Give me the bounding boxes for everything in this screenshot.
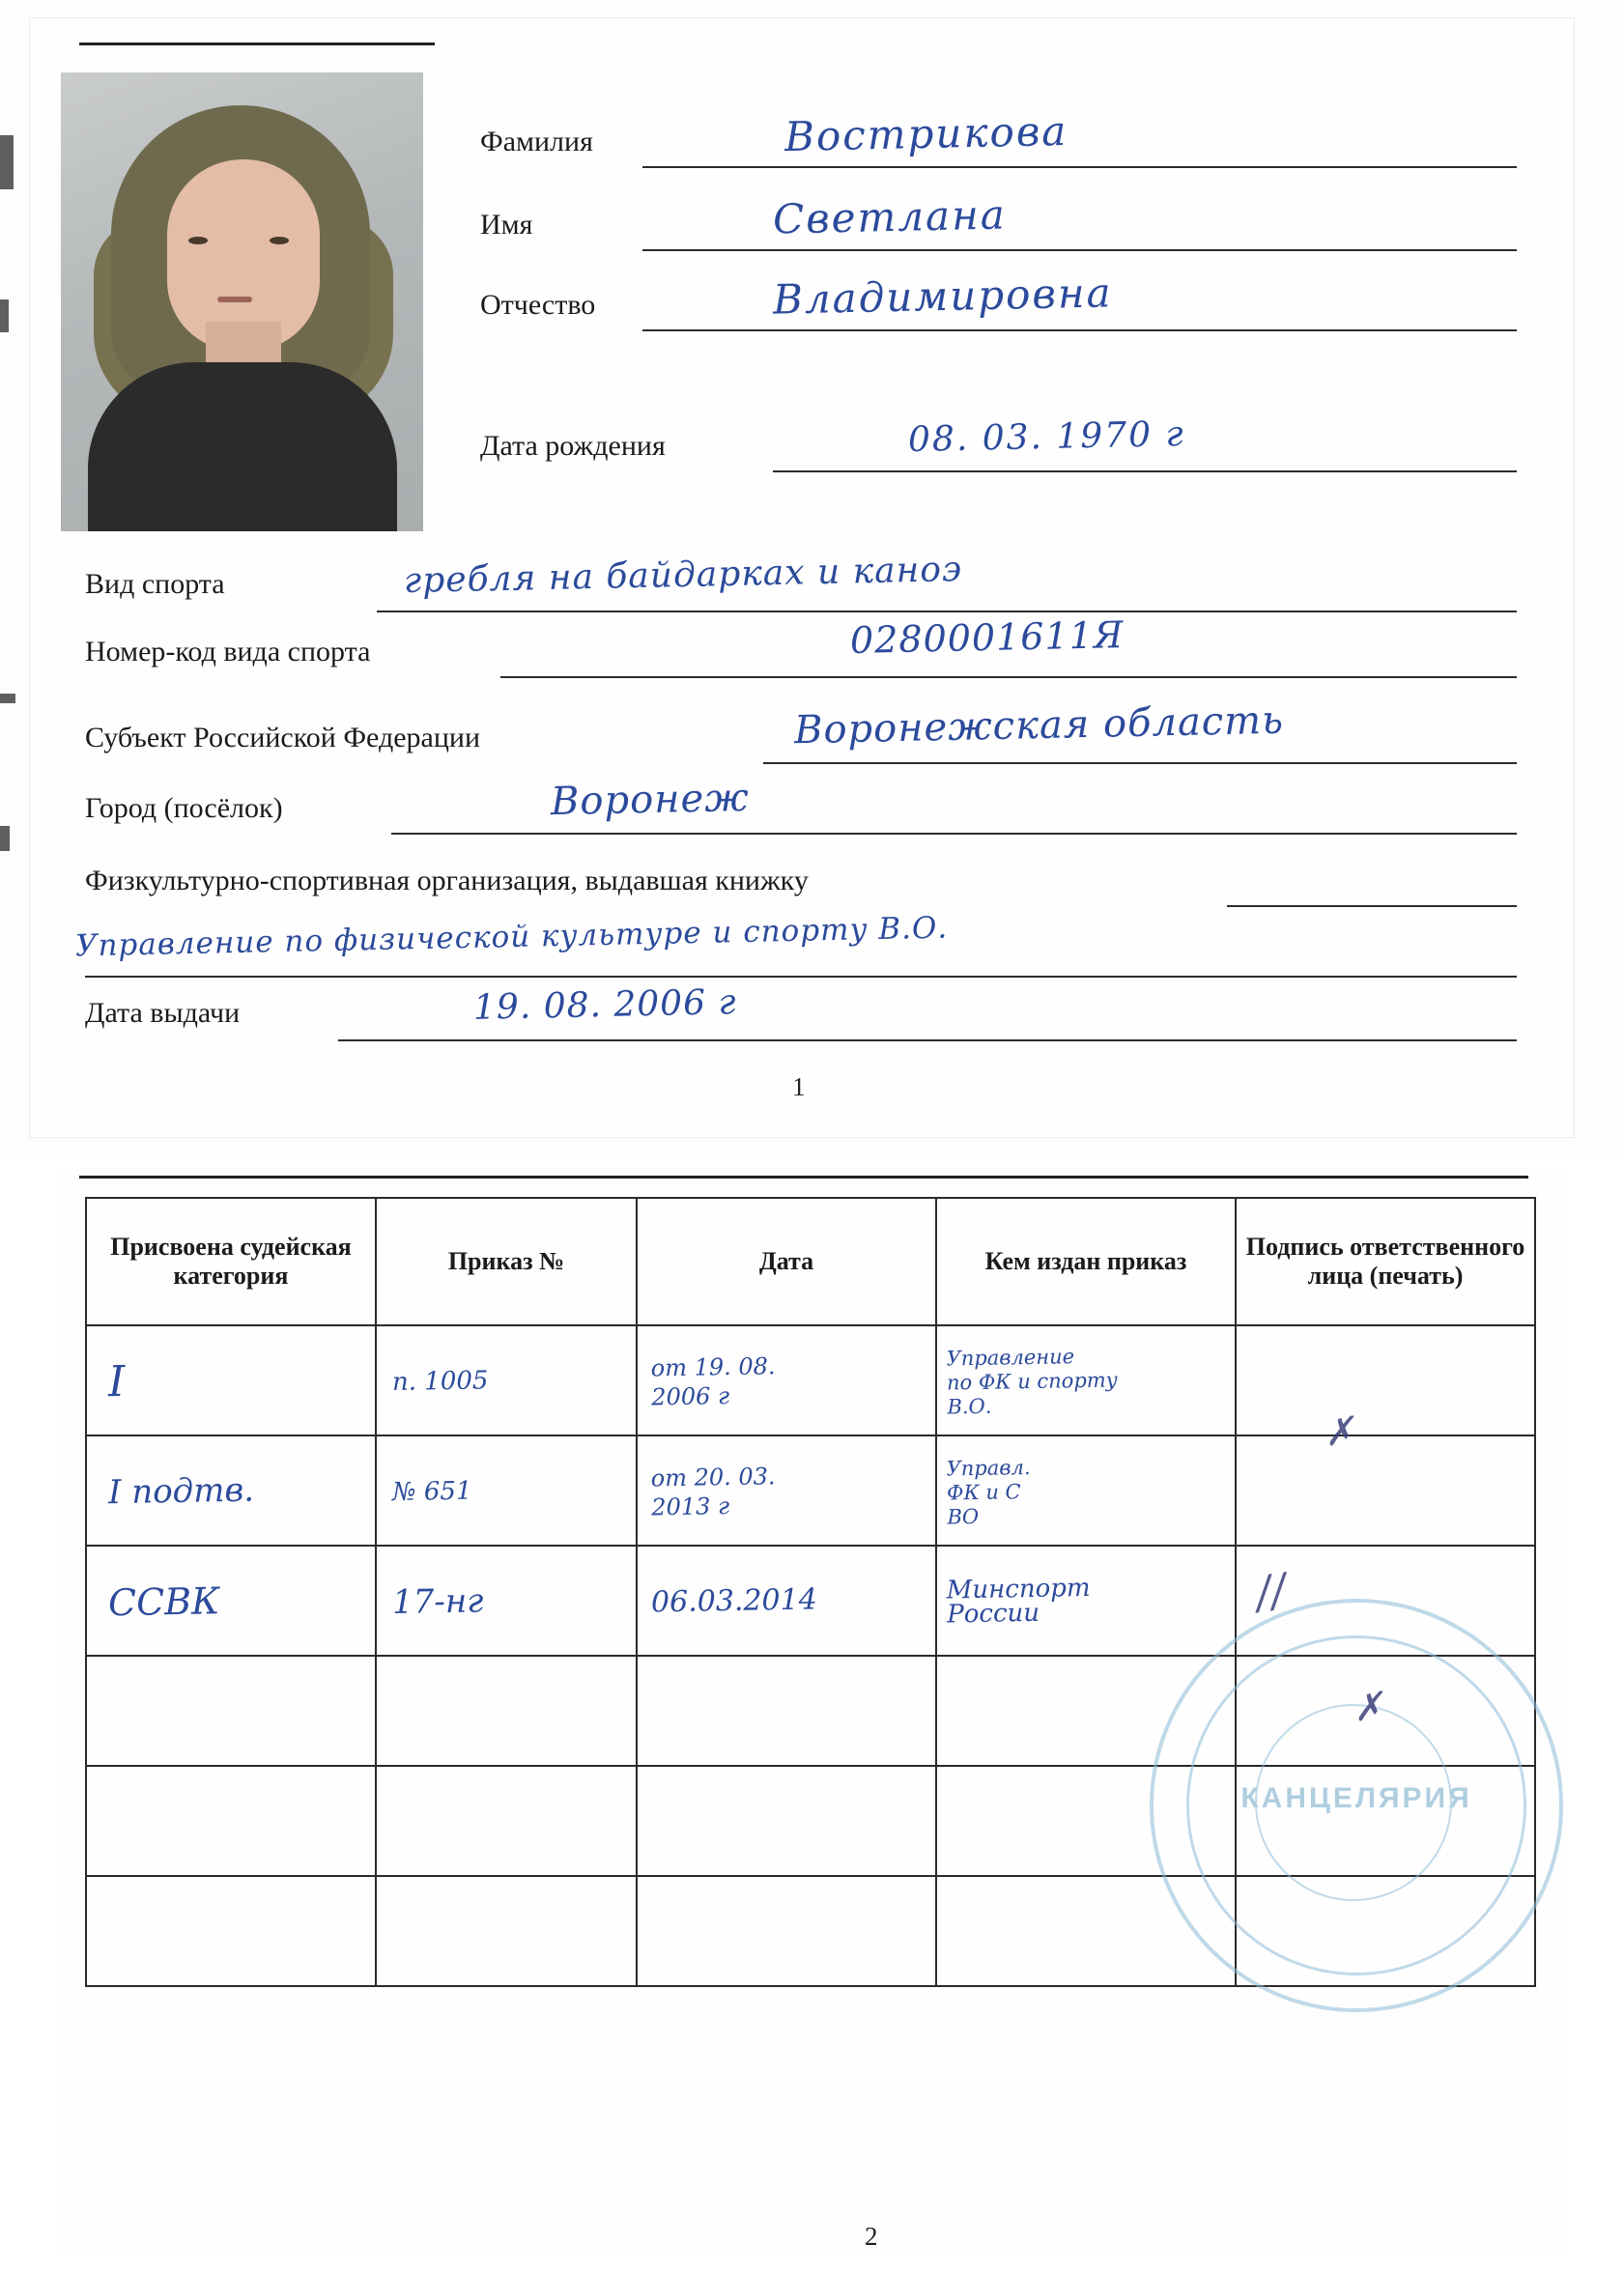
field-label-name: Имя [480, 209, 533, 241]
cell-category [86, 1766, 376, 1876]
field-rule-city [391, 833, 1517, 835]
cell-date [637, 1656, 936, 1766]
column-header-category: Присвоена судейская категория [86, 1198, 376, 1325]
field-label-birthdate: Дата рождения [480, 430, 666, 462]
cell-date [637, 1546, 936, 1656]
field-rule-organization-2 [85, 976, 1517, 978]
field-rule-organization [1227, 905, 1517, 907]
cell-value-category: I [107, 1356, 126, 1407]
cell-order-number [376, 1546, 637, 1656]
field-value-sport-code: 0280001611Я [849, 613, 1125, 662]
cell-signature [1236, 1656, 1535, 1766]
cell-value-order-number: 17-нг [391, 1581, 484, 1623]
column-header-signature: Подпись ответственного лица (печать) [1236, 1198, 1535, 1325]
field-rule-issue-date [338, 1039, 1517, 1041]
field-label-sport-code: Номер-код вида спорта [85, 636, 371, 668]
cell-date [637, 1325, 936, 1435]
field-label-city: Город (посёлок) [85, 792, 283, 824]
cell-date [637, 1876, 936, 1986]
scan-edge-mark [0, 135, 14, 189]
field-value-surname: Вострикова [784, 106, 1068, 161]
cell-issued-by [936, 1435, 1236, 1546]
cell-signature [1236, 1766, 1535, 1876]
table-row [86, 1435, 1535, 1546]
field-value-city: Воронеж [550, 775, 751, 825]
cell-category [86, 1325, 376, 1435]
table-header-row [86, 1198, 1535, 1325]
field-rule-sport [377, 611, 1517, 612]
cell-signature [1236, 1876, 1535, 1986]
cell-issued-by [936, 1546, 1236, 1656]
cell-date [637, 1766, 936, 1876]
page-number-2: 2 [865, 2222, 878, 2251]
signature-mark: ✗ [1350, 1683, 1386, 1731]
cell-order-number [376, 1325, 637, 1435]
field-label-surname: Фамилия [480, 126, 593, 157]
cell-signature [1236, 1325, 1535, 1435]
column-header-order-number: Приказ № [376, 1198, 637, 1325]
field-rule-surname [642, 166, 1517, 168]
field-value-name: Светлана [772, 190, 1008, 243]
cell-issued-by [936, 1325, 1236, 1435]
field-rule-name [642, 249, 1517, 251]
field-value-issue-date: 19. 08. 2006 г [472, 982, 738, 1028]
cell-category [86, 1656, 376, 1766]
field-value-organization: Управление по физической культуре и спорту В.О. [74, 910, 949, 964]
field-rule-sport-code [500, 676, 1517, 678]
field-label-region: Субъект Российской Федерации [85, 722, 481, 753]
scan-edge-mark [0, 826, 10, 851]
column-header-issued-by: Кем издан приказ [936, 1198, 1236, 1325]
cell-order-number [376, 1435, 637, 1546]
avatar [61, 72, 423, 531]
cell-order-number [376, 1656, 637, 1766]
field-value-region: Воронежская область [793, 697, 1285, 753]
cell-value-order-number: п. 1005 [391, 1366, 489, 1398]
table-row [86, 1766, 1535, 1876]
cell-value-issued-by: Управление по ФК и спорту В.О. [946, 1344, 1119, 1419]
cell-order-number [376, 1876, 637, 1986]
cell-issued-by [936, 1876, 1236, 1986]
field-label-patronymic: Отчество [480, 289, 596, 321]
cell-value-date: от 20. 03. 2013 г [650, 1463, 776, 1521]
field-rule-birthdate [773, 470, 1517, 472]
table-row [86, 1656, 1535, 1766]
cell-date [637, 1435, 936, 1546]
field-label-sport: Вид спорта [85, 568, 225, 600]
table-row [86, 1325, 1535, 1435]
cell-category [86, 1435, 376, 1546]
cell-value-order-number: № 651 [391, 1476, 472, 1508]
cell-value-category: I подтв. [107, 1470, 255, 1513]
cell-signature [1236, 1435, 1535, 1546]
field-value-sport: гребля на байдарках и каноэ [403, 549, 963, 602]
column-header-date: Дата [637, 1198, 936, 1325]
field-label-issue-date: Дата выдачи [85, 997, 241, 1029]
photo-top-rule [79, 43, 435, 45]
cell-category [86, 1876, 376, 1986]
field-label-organization: Физкультурно-спортивная организация, выдавшая книжку [85, 865, 809, 896]
judging-category-table [85, 1197, 1536, 1987]
scan-edge-mark [0, 299, 9, 332]
signature-mark: ∕∕ [1252, 1563, 1290, 1619]
cell-value-issued-by: Управл. ФК и С ВО [946, 1455, 1031, 1529]
cell-value-date: 06.03.2014 [650, 1582, 818, 1620]
field-value-patronymic: Владимировна [772, 269, 1113, 324]
scan-edge-mark [0, 694, 15, 703]
cell-value-category: ССВК [107, 1579, 220, 1625]
cell-issued-by [936, 1656, 1236, 1766]
field-value-birthdate: 08. 03. 1970 г [907, 414, 1186, 460]
table-row [86, 1876, 1535, 1986]
field-rule-patronymic [642, 329, 1517, 331]
cell-value-date: от 19. 08. 2006 г [650, 1352, 776, 1411]
table-row [86, 1546, 1535, 1656]
stamp-text: КАНЦЕЛЯРИЯ [1240, 1782, 1472, 1814]
cell-issued-by [936, 1766, 1236, 1876]
field-rule-region [763, 762, 1517, 764]
page-number-1: 1 [792, 1072, 806, 1101]
signature-mark: ✗ [1321, 1407, 1357, 1456]
cell-order-number [376, 1766, 637, 1876]
cell-category [86, 1546, 376, 1656]
page-2-top-rule [79, 1176, 1528, 1179]
cell-value-issued-by: Минспорт России [946, 1573, 1091, 1630]
